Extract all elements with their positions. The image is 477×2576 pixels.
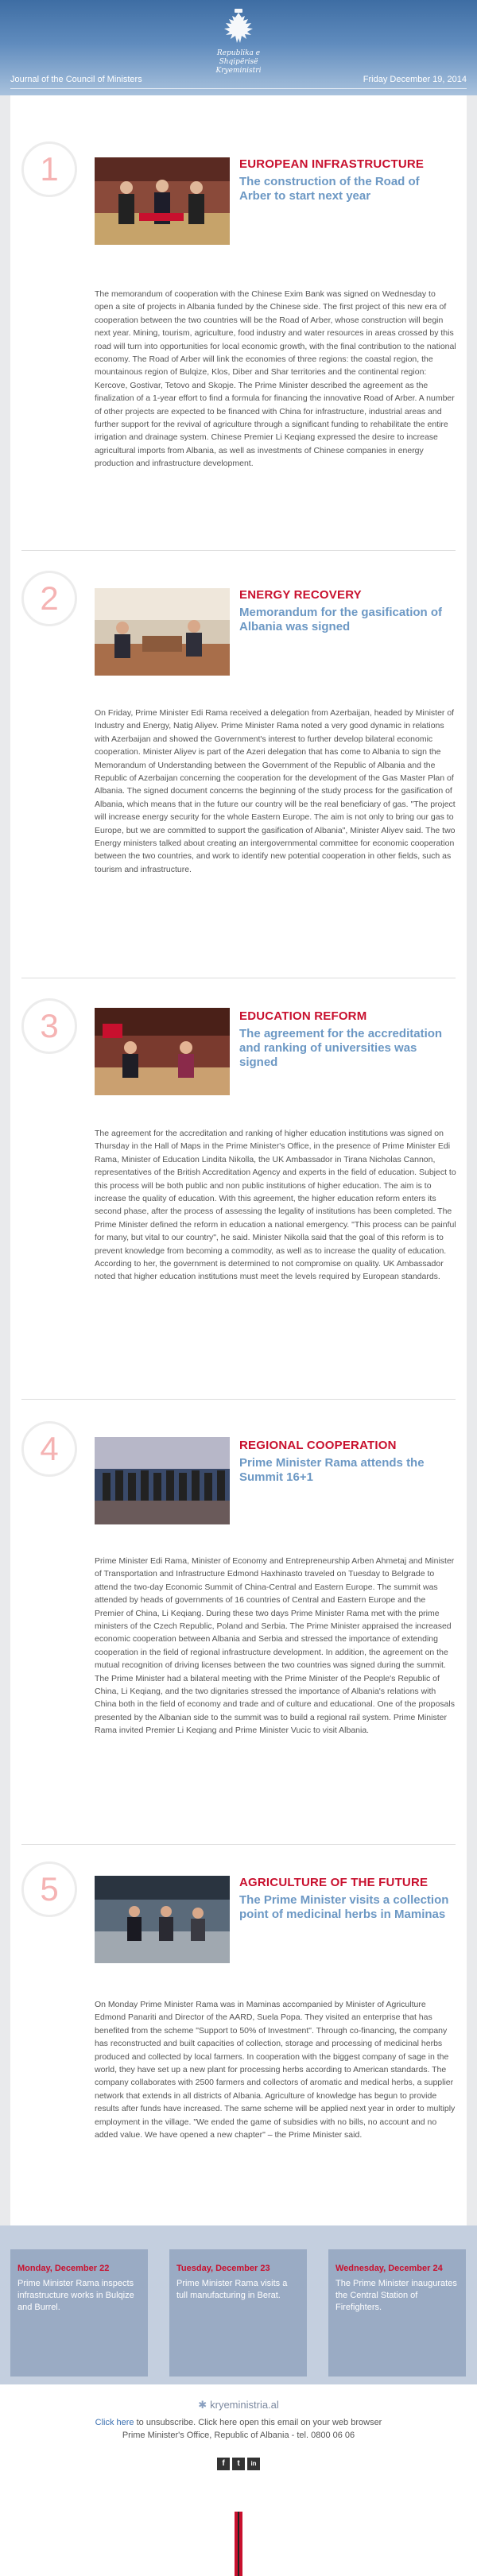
albanian-eagle-emblem-icon (218, 8, 259, 48)
logo-line-1: Republika e Shqipërisë (216, 49, 261, 66)
unsubscribe-line (0, 2418, 477, 2427)
article-divider (21, 550, 456, 551)
article-photo[interactable] (95, 1876, 230, 1963)
twitter-icon[interactable]: t (232, 2458, 245, 2470)
header-bar (0, 72, 477, 87)
article-photo[interactable] (95, 157, 230, 245)
logo-line-2: Kryeministri (215, 67, 262, 75)
article-title[interactable]: Memorandum for the gasification of Albania was signed (239, 606, 443, 633)
flag-stripe (235, 2512, 242, 2576)
article-number: 3 (21, 998, 77, 1054)
article-category: AGRICULTURE OF THE FUTURE (239, 1876, 429, 1889)
unsubscribe-text: to unsubscribe. Click here open this email on your web browser (134, 2418, 382, 2427)
facebook-icon[interactable]: f (217, 2458, 230, 2470)
footer (0, 2384, 477, 2576)
article-number: 2 (21, 571, 77, 626)
article-photo[interactable] (95, 1008, 230, 1095)
journal-name: Journal of the Council of Ministers (10, 75, 142, 84)
articles-panel (10, 95, 467, 2225)
teaser-2[interactable] (169, 2249, 307, 2377)
unsubscribe-link[interactable]: Click here (95, 2418, 134, 2427)
article-number: 1 (21, 141, 77, 197)
article-divider (21, 1844, 456, 1845)
header (0, 0, 477, 95)
site-name[interactable]: kryeministria.al (210, 2399, 279, 2411)
article-title[interactable]: The construction of the Road of Arber to start next year (239, 175, 420, 203)
teaser-text: Prime Minister Rama inspects infrastructure works in Bulqize and Burrel. (17, 2279, 134, 2312)
article-divider (21, 1399, 456, 1400)
article-category: REGIONAL COOPERATION (239, 1439, 397, 1452)
linkedin-icon[interactable]: in (247, 2458, 260, 2470)
issue-date: Friday December 19, 2014 (363, 75, 467, 84)
article-body: The memorandum of cooperation with the Chinese Exim Bank was signed on Wednesday to open a site of projects in Albania funded by the Chinese side. The first project of this new era of cooperation between the two countries will be the Road of Arber, whose construction will begin next year. Mining, tourism, agriculture, food industry and water resources in areas crossed by this road will turn into opportunities for local economic growth, with the final contribution to the national economy. The Road of Arber will link the economies of three regions: the coastal region, the mountainous region of Bulqize, Klos, Diber and Shar territories and the continental region: Kercove, Gostivar, Tetovo and Skopje. The Prime Minister described the agreement as the finalization of a 1-year effort to find a formula for financing the innovative Road of Arber. A number of other projects are expected to be financed with China for infrastructure, industrial areas and further support for the revival of agriculture through a significant funding to rehabilitate the entire irrigation and drainage system. Chinese Premier Li Keqiang expressed the desire to increase agricultural imports from Albania, as well as investments of Chinese companies in energy production and infrastructure development. (95, 289, 456, 469)
article-title[interactable]: Prime Minister Rama attends the Summit 16+1 (239, 1456, 425, 1484)
teaser-text: The Prime Minister inaugurates the Central Station of Firefighters. (335, 2279, 457, 2312)
article-category: EDUCATION REFORM (239, 1009, 367, 1023)
teaser-text: Prime Minister Rama visits a tull manufacturing in Berat. (176, 2279, 288, 2300)
article-body: On Monday Prime Minister Rama was in Maminas accompanied by Minister of Agriculture Edmond Panariti and Director of the AARD, Suela Popa. They visited an enterprise that has benefited from the scheme "Support to 50% of Investment". Through co-financing, the company has reconstructed and built capacities of collection, storage and processing of medicinal herbs produced and collected by local farmers. In cooperation with the biggest company of sage in the world, they have set up a new plant for processing herbs according to American standards. The company collaborates with 2500 farmers and collectors of aromatic and medical herbs, a supplier network that extends in all districts of Albania. Agriculture of knowledge has begun to provide results after funds have increased. The same scheme will be applied next year in order to multiply employment in the village. "We ended the game of subsidies with no bills, no account and no added value. We have opened a new chapter" – the Prime Minister said. (95, 2000, 456, 2140)
teaser-date: Monday, December 22 (17, 2264, 110, 2273)
teaser-date: Wednesday, December 24 (335, 2264, 443, 2273)
office-address: Prime Minister's Office, Republic of Albania - tel. 0800 06 06 (122, 2431, 355, 2440)
article-category: ENERGY RECOVERY (239, 588, 362, 602)
site-link[interactable] (0, 2399, 477, 2411)
article-photo[interactable] (95, 1437, 230, 1524)
article-category: EUROPEAN INFRASTRUCTURE (239, 157, 425, 171)
teaser-3[interactable] (328, 2249, 466, 2377)
article-number: 5 (21, 1861, 77, 1917)
article-body: On Friday, Prime Minister Edi Rama received a delegation from Azerbaijan, headed by Minister of Industry and Energy, Natig Aliyev. Prime Minister Rama noted a very good dynamic in relations with Azerbaijan and showed the Government's interest to further develop bilateral economic cooperation. Minister Aliyev is part of the Azeri delegation that has come to Albania to sign the Memorandum of Understanding between the Government of the Republic of Albania and the Republic of Azerbaijan concerning the cooperation for the development of the Gas Master Plan of Albania. The signed document concerns the beginning of the study process for the gasification of Albania, which means that in the future our country will be the real beneficiary of gas. "The project will increase energy security for the whole Eastern Europe. The aim is not only to bring our gas to Europe, but we are committed to support the gasification of Albania", Minister Aliyev said. The two Energy ministers talked about creating an intergovernmental committee for economic cooperation between the two countries, and work to identify new potential cooperation in other fields, such as tourism and infrastructure. (95, 708, 456, 874)
header-divider (10, 88, 467, 89)
emblem-icon: ✱ (198, 2399, 207, 2411)
article-body: Prime Minister Edi Rama, Minister of Economy and Entrepreneurship Arben Ahmetaj and Minister of Transportation and Infrastructure Edmond Haxhinasto traveled on Tuesday to Belgrade to attend the two-day Economic Summit of China-Central and Eastern Europe. The summit was attended by heads of governments of 16 countries of Central and Eastern Europe and the Premier of China, Li Keqiang. During these two days Prime Minister Rama met with the prime ministers of the Czech Republic, Poland and Serbia. The Prime Minister appraised the increased economic cooperation between Albania and Serbia and stressed the importance of extending cooperation in the field of regional infrastructure development. In addition, the agreement on the mutual recognition of driving licenses between the two countries was signed during the summit. The Prime Minister had a bilateral meeting with the Prime Minister of the People's Republic of China, Li Keqiang, and the two dignitaries stressed the importance of Albania's relations with China both in the field of economy and trade and of culture and educational. One of the proposals presented by the Albanian side to the summit was to build a regional rail system. Prime Minister Rama invited Premier Li Keqiang and Prime Minister Vucic to visit Albania. (95, 1556, 455, 1736)
article-title[interactable]: The Prime Minister visits a collection point of medicinal herbs in Maminas (239, 1893, 449, 1921)
article-photo[interactable] (95, 588, 230, 676)
teaser-1[interactable] (10, 2249, 148, 2377)
article-body: The agreement for the accreditation and ranking of higher education institutions was signed on Thursday in the Hall of Maps in the Prime Minister's Office, in the presence of Prime Minister Edi Rama, Minister of Education Lindita Nikolla, the UK Ambassador in Tirana Nicholas Cannon, representatives of the British Accreditation Agency and experts in the field of education. Subject to this process will be both public and non public institutions of higher education. The aim is to increase the quality of education. With this agreement, the higher education reform enters its second phase, after the process of assessing the legality of institutions has been completed. The Prime Minister defined the reform in education a national emergency. "This process can be painful for many, but vital to our country", he said. Minister Nikolla said that the goal of this reform is to prevent knowledge from becoming a commodity, as well as to increase the quality of education. According to her, the government is determined to not compromise on quality. UK Ambassador noted that higher education institutions must meet the levels required by European standards. (95, 1129, 456, 1282)
article-number: 4 (21, 1421, 77, 1477)
teaser-date: Tuesday, December 23 (176, 2264, 270, 2273)
article-title[interactable]: The agreement for the accreditation and ranking of universities was signed (239, 1027, 443, 1069)
